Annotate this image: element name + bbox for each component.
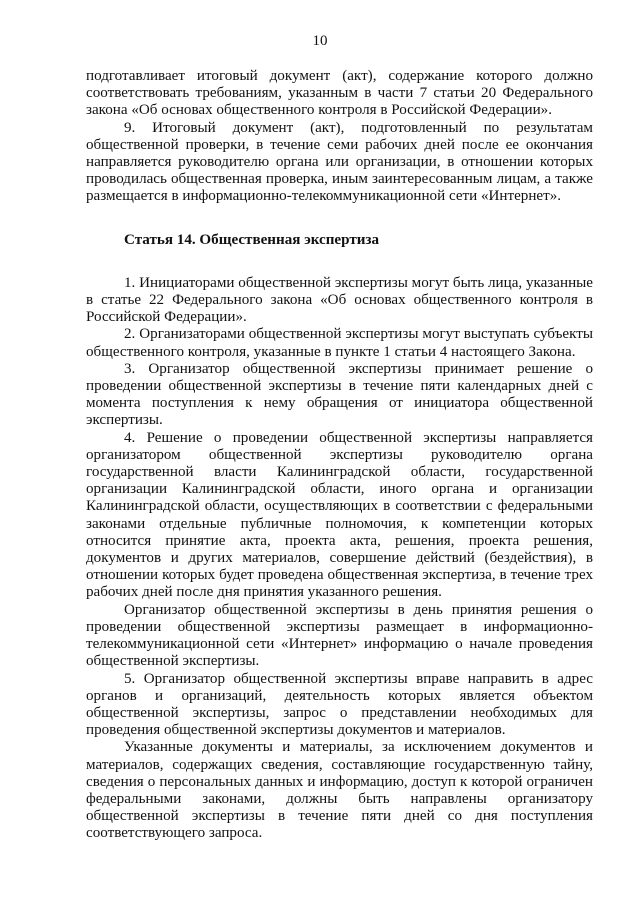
- article-heading: Статья 14. Общественная экспертиза: [124, 231, 380, 248]
- paragraph-item-2: 2. Организаторами общественной экспертизы могут выступать субъекты общественного контроля, указанные в пункте 1 статьи 4 настоящего Закона.: [86, 326, 593, 360]
- paragraph-continuation: подготавливает итоговый документ (акт), содержание которого должно соответствовать требованиям, указанным в части 7 статьи 20 Федерального закона «Об основах общественного контроля в Российской Федерации».: [86, 68, 593, 119]
- paragraph-item-4-cont: Организатор общественной экспертизы в день принятия решения о проведении общественной экспертизы размещает в информационно-телекоммуникационной сети «Интернет» информацию о начале проведения общественной экспертизы.: [86, 601, 593, 670]
- paragraph-item-9: 9. Итоговый документ (акт), подготовленный по результатам общественной проверки, в течение семи рабочих дней после ее окончания направляется руководителю органа или организации, в отношении которых проводилась общественная проверка, иным заинтересованным лицам, а также размещается в информационно-телекоммуникационной сети «Интернет».: [86, 119, 593, 205]
- paragraph-item-5: 5. Организатор общественной экспертизы вправе направить в адрес органов и организаций, деятельность которых является объектом общественной экспертизы, запрос о представлении необходимых для проведения общественной экспертизы документов и материалов.: [86, 670, 593, 739]
- paragraph-item-5-cont: Указанные документы и материалы, за исключением документов и материалов, содержащих сведения, составляющие государственную тайну, сведения о персональных данных и информацию, доступ к которой ограничен федеральными законами, должны быть направлены организатору общественной экспертизы в течение пяти дней со дня поступления соответствующего запроса.: [86, 739, 593, 842]
- page-number: 10: [312, 33, 328, 49]
- document-body: [86, 68, 593, 843]
- paragraph-item-3: 3. Организатор общественной экспертизы принимает решение о проведении общественной экспертизы в течение пяти календарных дней с момента поступления к нему обращения от инициатора общественной экспертизы.: [86, 360, 593, 429]
- paragraph-item-1: 1. Инициаторами общественной экспертизы могут быть лица, указанные в статье 22 Федерального закона «Об основах общественного контроля в Российской Федерации».: [86, 274, 593, 326]
- paragraph-item-4: 4. Решение о проведении общественной экспертизы направляется организатором общественной экспертизы руководителю органа государственной власти Калининградской области, государственной организации Калининградской области, иного органа и организации Калининградской области, осуществляющих в соответствии с федеральными законами отдельные публичные полномочия, к компетенции которых относится принятие акта, проекта акта, решения, проекта решения, документов и других материалов, совершение действий (бездействия), в отношении которых будет проведена общественная экспертиза, в течение трех рабочих дней после дня принятия указанного решения.: [86, 429, 593, 601]
